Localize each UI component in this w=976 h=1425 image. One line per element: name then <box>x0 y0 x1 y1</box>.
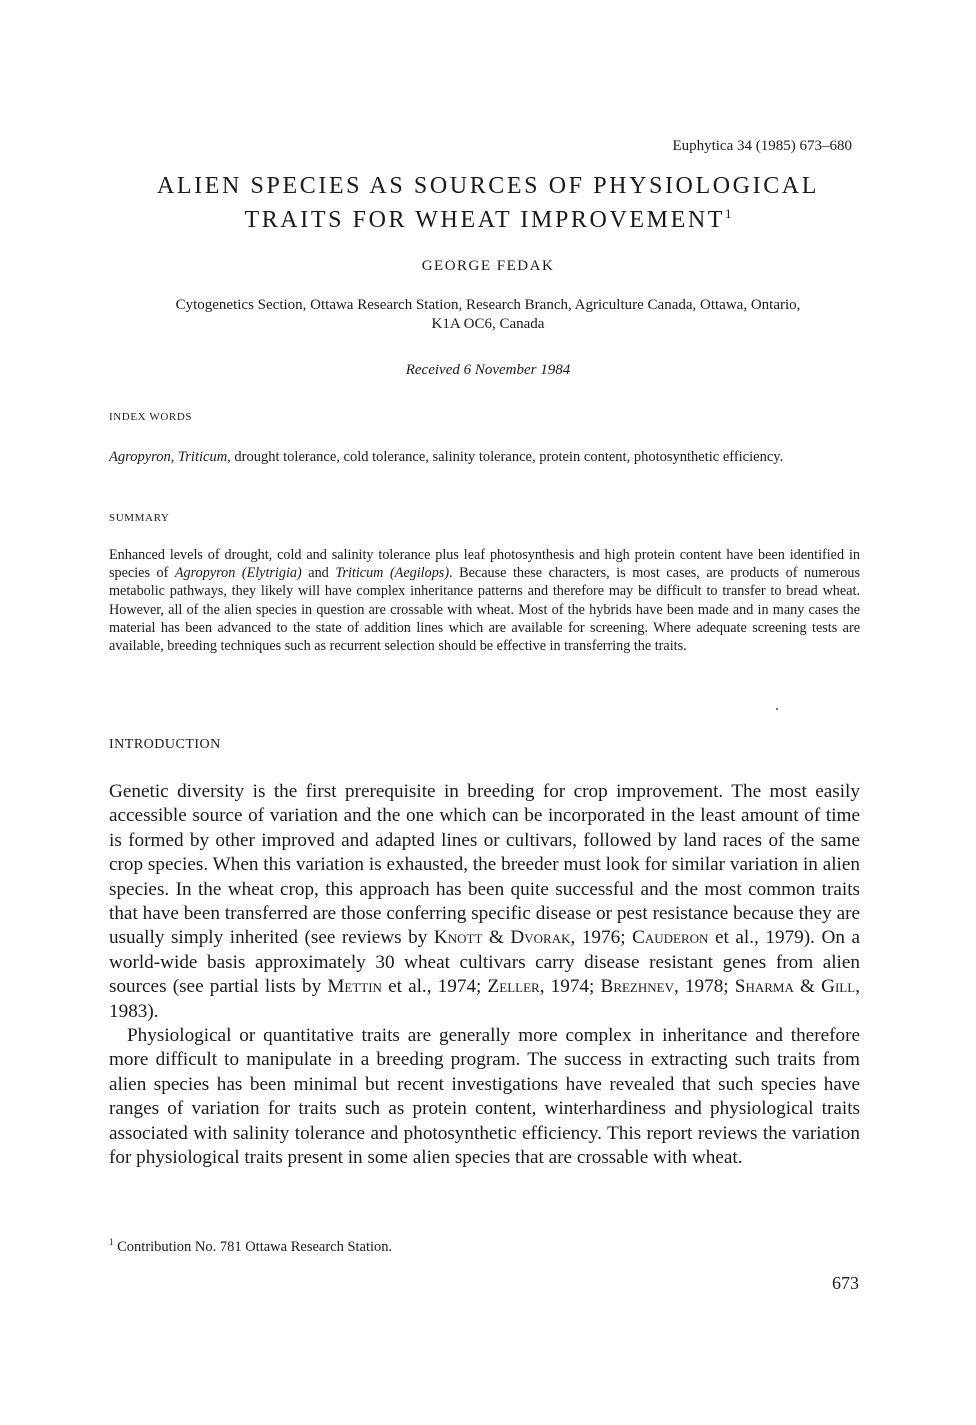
intro-p1-part-g: , 1983). <box>109 976 860 1022</box>
summary-heading: SUMMARY <box>109 512 170 524</box>
introduction-paragraph-2: Physiological or quantitative traits are generally more complex in inheritance and therefore more difficult to manipulate in a breeding program. The success in extracting such traits from alien species has been minimal but recent investigations have revealed that such species have ranges of variation for traits such as protein content, winterhardiness and physiological traits associated with salinity tolerance and photosynthetic efficiency. This report reviews the variation for physiological traits present in some alien species that are crossable with wheat. <box>109 1025 860 1169</box>
summary-part-3: . Because these characters, is most cases, are products of numerous metabolic pathways, they likely will have complex inheritance patterns and therefore may be difficult to transfer to bread wheat. However, all of the alien species in question are crossable with wheat. Most of the hybrids have been made and in many cases the material has been advanced to the state of addition lines which are available for screening. Where adequate screening tests are available, breeding techniques such as recurrent selection should be effective in transferring the traits. <box>109 565 860 655</box>
citation-mettin: Mettin <box>327 976 382 998</box>
citation-zeller: Zeller <box>487 976 540 998</box>
intro-p1-part-b: , 1976; <box>570 927 633 949</box>
page-number: 673 <box>832 1273 859 1293</box>
index-words-separator: , <box>170 449 179 465</box>
citation-sharma: Sharma <box>734 976 794 998</box>
intro-p1-part-a: Genetic diversity is the first prerequisite in breeding for crop improvement. The most easily accessible source of variation and the one which can be incorporated in the least amount of time is formed by other improved and adapted lines or cultivars, followed by land races of the same crop species. When this variation is exhausted, the breeder must look for similar variation in alien species. In the wheat crop, this approach has been quite successful and the most common traits that have been transferred are those conferring specific disease or pest resistance because they are usually simply inherited (see reviews by <box>109 781 860 949</box>
summary-genus-agropyron: Agropyron (Elytrigia) <box>174 565 302 582</box>
summary-genus-triticum: Triticum (Aegilops) <box>335 565 450 582</box>
author-name: GEORGE FEDAK <box>421 258 555 274</box>
citation-cauderon: Cauderon <box>632 927 709 949</box>
title-line-2-text: TRAITS FOR WHEAT IMPROVEMENT <box>244 207 726 233</box>
introduction-paragraph-1 <box>109 780 860 1024</box>
index-words-rest: , drought tolerance, cold tolerance, salinity tolerance, protein content, photosynthetic efficiency. <box>227 449 784 465</box>
index-words-heading: INDEX WORDS <box>109 411 193 423</box>
summary-text <box>109 546 860 655</box>
intro-p1-part-d: et al., 1974; <box>381 976 488 998</box>
title-footnote-mark: 1 <box>725 206 732 221</box>
citation-knott: Knott <box>433 927 483 949</box>
intro-p1-part-e: , 1974; <box>539 976 601 998</box>
stray-mark <box>776 708 778 710</box>
article-title <box>100 172 876 234</box>
index-word-agropyron: Agropyron <box>109 449 171 465</box>
title-line-2 <box>100 200 876 234</box>
received-date: Received 6 November 1984 <box>405 362 571 378</box>
citation-ampersand-1: & <box>482 927 511 949</box>
citation-gill: Gill <box>821 976 856 998</box>
citation-brezhnev: Brezhnev <box>600 976 674 998</box>
footnote <box>109 1237 392 1256</box>
journal-reference: Euphytica 34 (1985) 673–680 <box>672 138 852 154</box>
affiliation-line-2: K1A OC6, Canada <box>431 316 545 332</box>
intro-p1-part-c: et al., 1979). On a world-wide basis approximately 30 wheat cultivars carry disease resistant genes from alien sources (see partial lists by <box>109 927 860 998</box>
index-word-triticum: Triticum <box>178 449 228 465</box>
affiliation-line-1: Cytogenetics Section, Ottawa Research Station, Research Branch, Agriculture Canada, Ottawa, Ontario, <box>175 297 801 313</box>
citation-ampersand-2: & <box>793 976 822 998</box>
author-affiliation <box>100 296 876 334</box>
intro-p1-part-f: , 1978; <box>673 976 735 998</box>
citation-dvorak: Dvorak <box>510 927 571 949</box>
title-line-1: ALIEN SPECIES AS SOURCES OF PHYSIOLOGICAL <box>156 173 819 199</box>
index-words-text <box>109 448 860 467</box>
footnote-mark: 1 <box>109 1237 114 1247</box>
footnote-text: Contribution No. 781 Ottawa Research Station. <box>113 1238 393 1255</box>
introduction-heading: INTRODUCTION <box>109 737 221 752</box>
summary-part-1: Enhanced levels of drought, cold and salinity tolerance plus leaf photosynthesis and high protein content have been identified in species of <box>109 547 860 582</box>
introduction-body <box>109 780 860 1171</box>
summary-part-2: and <box>301 565 336 582</box>
